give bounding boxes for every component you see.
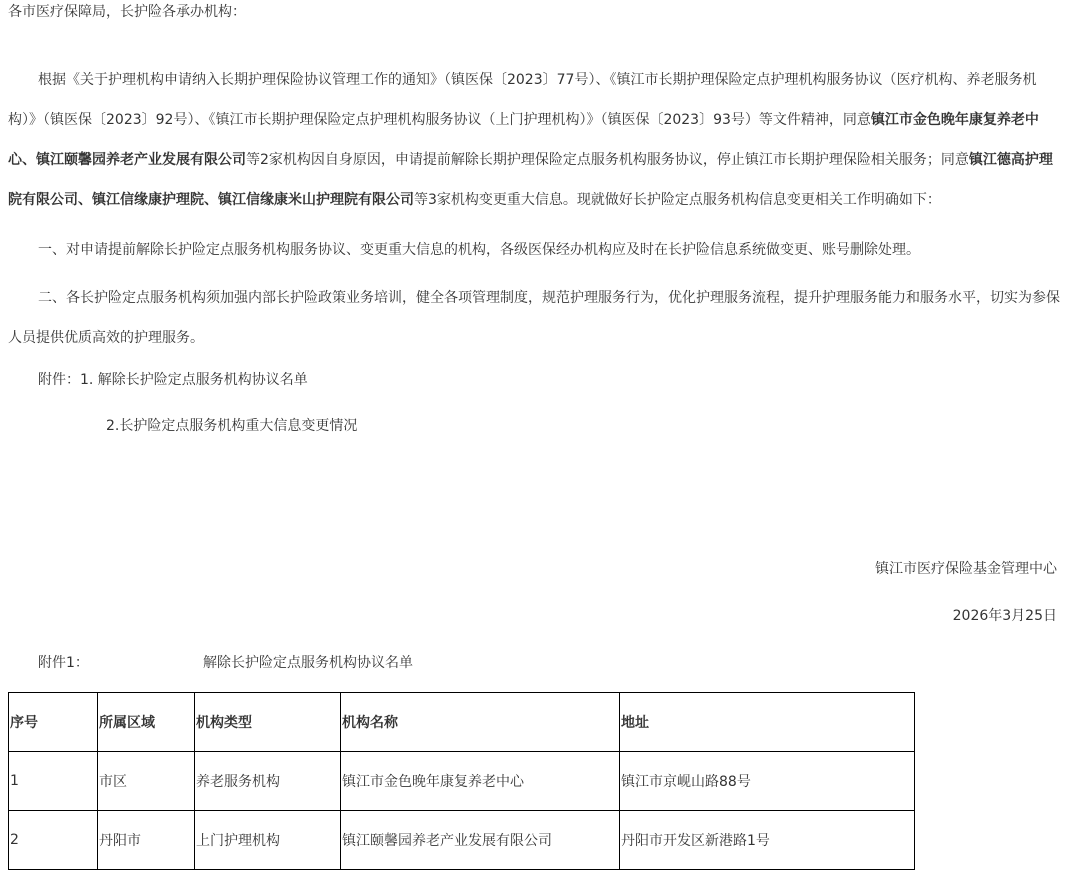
terminated-institutions-table — [8, 692, 915, 870]
table-row — [9, 811, 915, 870]
cell-name: 镇江市金色晚年康复养老中心 — [341, 752, 620, 811]
paragraph-basis-text-3: 等3家机构变更重大信息。现就做好长护险定点服务机构信息变更相关工作明确如下： — [414, 192, 941, 208]
header-serial: 序号 — [9, 693, 98, 752]
cell-region: 市区 — [98, 752, 195, 811]
paragraph-item-2: 二、各长护险定点服务机构须加强内部长护险政策业务培训，健全各项管理制度，规范护理服务行为，优化护理服务流程，提升护理服务能力和服务水平，切实为参保人员提供优质高效的护理服务。 — [8, 290, 1060, 346]
header-name: 机构名称 — [341, 693, 620, 752]
cell-region: 丹阳市 — [98, 811, 195, 870]
table-header-row — [9, 693, 915, 752]
paragraph-basis-text-1: 根据《关于护理机构申请纳入长期护理保险协议管理工作的通知》（镇医保〔2023〕77号）、《镇江市长期护理保险定点护理机构服务协议（医疗机构、养老服务机构）》（镇医保〔2023〕92号）、《镇江市长期护理保险定点护理机构服务协议（上门护理机构）》（镇医保〔2023〕93号）等文件精神，同意 — [8, 72, 1037, 128]
cell-serial: 2 — [9, 811, 98, 870]
annex-title: 解除长护险定点服务机构协议名单 — [203, 655, 413, 671]
header-type: 机构类型 — [195, 693, 341, 752]
salutation: 各市医疗保障局，长护险各承办机构： — [8, 4, 246, 20]
cell-type: 养老服务机构 — [195, 752, 341, 811]
terminated-institutions: 镇江市金色晚年康复养老中心、镇江颐馨园养老产业发展有限公司 — [8, 112, 1039, 168]
cell-name: 镇江颐馨园养老产业发展有限公司 — [341, 811, 620, 870]
annex-label: 附件1： — [38, 655, 89, 671]
signature-org: 镇江市医疗保险基金管理中心 — [875, 561, 1057, 577]
paragraph-basis-text-2: 等2家机构因自身原因，申请提前解除长期护理保险定点服务机构服务协议，停止镇江市长期护理保险相关服务；同意 — [246, 152, 969, 168]
paragraph-item-1: 一、对申请提前解除长护险定点服务机构服务协议、变更重大信息的机构，各级医保经办机构应及时在长护险信息系统做变更、账号删除处理。 — [38, 242, 920, 258]
header-region: 所属区域 — [98, 693, 195, 752]
cell-serial: 1 — [9, 752, 98, 811]
attachment-line-2: 2.长护险定点服务机构重大信息变更情况 — [106, 418, 358, 434]
signature-date: 2026年3月25日 — [952, 608, 1057, 624]
cell-address: 镇江市京岘山路88号 — [620, 752, 915, 811]
paragraph-basis — [8, 60, 1060, 220]
table-row — [9, 752, 915, 811]
attachment-line-1: 附件：1. 解除长护险定点服务机构协议名单 — [38, 372, 308, 388]
changed-institutions: 镇江德高护理院有限公司、镇江信缘康护理院、镇江信缘康米山护理院有限公司 — [8, 152, 1053, 208]
cell-address: 丹阳市开发区新港路1号 — [620, 811, 915, 870]
header-address: 地址 — [620, 693, 915, 752]
cell-type: 上门护理机构 — [195, 811, 341, 870]
